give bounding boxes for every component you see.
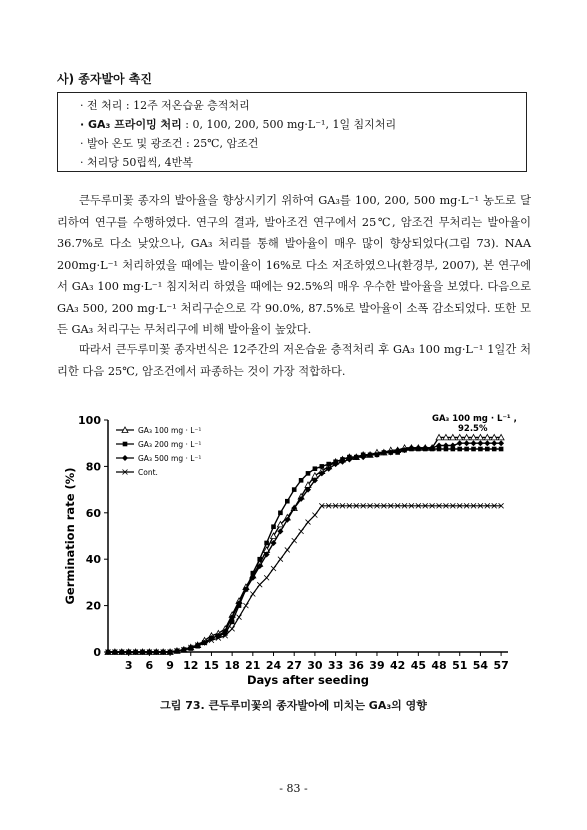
data-point — [285, 547, 290, 552]
data-point — [237, 615, 242, 620]
data-point — [264, 541, 269, 546]
x-tick-label: 57 — [493, 659, 509, 672]
data-point — [471, 440, 477, 446]
germination-chart — [60, 408, 530, 690]
x-tick-label: 51 — [452, 659, 468, 672]
x-tick-label: 48 — [431, 659, 447, 672]
y-tick-label: 100 — [78, 414, 101, 427]
x-tick-label: 6 — [145, 659, 154, 672]
x-tick-label: 18 — [224, 659, 240, 672]
condition-item: · 전 처리 : 12주 저온습윤 층적처리 — [80, 99, 250, 112]
x-tick-label: 12 — [183, 659, 199, 672]
x-tick-label: 30 — [307, 659, 323, 672]
data-point — [264, 575, 269, 580]
data-point — [292, 538, 297, 543]
data-point — [299, 478, 304, 483]
series-line — [108, 437, 501, 652]
data-point — [230, 626, 235, 631]
data-point — [278, 557, 283, 562]
x-tick-label: 45 — [410, 659, 427, 672]
body-paragraph-1: 큰두루미꽃 종자의 발아율을 향상시키기 위하여 GA₃를 100, 200, 500 mg·L⁻¹ 농도로 달리하여 연구를 수행하였다. 연구의 결과, 발아조건 연구에서 25℃, 암조건 무처리는 발아율이 36.7%로 다소 낮았으나, GA₃ 처리를 통해 발아율이 매우 많이 향상되었다(그림 73). NAA 200mg·L⁻¹ 처리하였을 때에는 발이율이 16%로 다소 저조하였으나(환경부, 2007), 본 연구에서 GA₃ 100 mg·L⁻¹ 침지처리 하였을 때에는 92.5%의 매우 우수한 발아율을 보였다. 다음으로 GA₃ 500, 200 mg·L⁻¹ 처리구순으로 각 90.0%, 87.5%로 발아율이 소폭 감소되었다. 또한 모든 GA₃ 처리구는 무처리구에 비해 발아율이 높았다. — [57, 194, 531, 336]
data-point — [250, 592, 255, 597]
data-point — [491, 440, 497, 446]
x-tick-label: 39 — [369, 659, 385, 672]
legend-label: GA₃ 100 mg · L⁻¹ — [138, 426, 202, 435]
conditions-box — [57, 92, 527, 172]
x-tick-label: 27 — [286, 659, 302, 672]
data-point — [457, 440, 463, 446]
legend-label: GA₃ 500 mg · L⁻¹ — [138, 454, 202, 463]
condition-item-priming: · GA₃ 프라이밍 처리 : 0, 100, 200, 500 mg·L⁻¹, 1일 침지처리 — [80, 118, 397, 131]
condition-item: · 발아 온도 및 광조건 : 25℃, 암조건 — [80, 137, 259, 150]
data-point — [243, 603, 248, 608]
x-tick-label: 3 — [124, 659, 133, 672]
y-tick-label: 60 — [85, 506, 101, 520]
data-point — [123, 442, 128, 447]
data-point — [257, 557, 262, 562]
x-tick-label: 54 — [472, 659, 489, 672]
data-point — [485, 447, 490, 452]
section-heading: 사) 종자발아 촉진 — [57, 72, 152, 86]
data-point — [306, 520, 311, 525]
y-axis-label: Germination rate (%) — [63, 467, 77, 605]
data-point — [257, 582, 262, 587]
data-point — [326, 462, 331, 467]
x-tick-label: 15 — [203, 659, 220, 672]
x-tick-label: 9 — [166, 659, 174, 672]
y-tick-label: 0 — [93, 646, 101, 659]
data-point — [285, 499, 290, 504]
data-point — [464, 440, 470, 446]
data-point — [306, 471, 311, 476]
body-paragraph-2: 따라서 큰두루미꽃 종자번식은 12주간의 저온습윤 층적처리 후 GA₃ 100 mg·L⁻¹ 1일간 처리한 다음 25℃, 암조건에서 파종하는 것이 가장 적합하다. — [57, 343, 531, 378]
data-point — [498, 440, 504, 446]
figure-caption: 그림 73. 큰두루미꽃의 종자발아에 미치는 GA₃의 영향 — [160, 699, 427, 712]
data-point — [271, 524, 276, 529]
data-point — [492, 447, 497, 452]
x-tick-label: 42 — [389, 659, 406, 672]
data-point — [478, 447, 483, 452]
data-point — [457, 447, 462, 452]
data-point — [292, 487, 297, 492]
data-point — [319, 464, 324, 469]
legend-label: Cont. — [138, 468, 158, 477]
data-point — [122, 455, 128, 461]
series-line — [108, 506, 501, 652]
chart-svg — [60, 408, 530, 690]
y-tick-label: 40 — [85, 553, 101, 567]
data-point — [464, 447, 469, 452]
x-axis-label: Days after seeding — [246, 673, 370, 687]
y-tick-label: 20 — [85, 599, 101, 613]
data-point — [499, 447, 504, 452]
data-point — [471, 447, 476, 452]
x-tick-label: 33 — [327, 659, 344, 672]
data-point — [313, 466, 318, 471]
legend-label: GA₃ 200 mg · L⁻¹ — [138, 440, 202, 449]
y-tick-label: 80 — [85, 460, 101, 474]
annotation-text: GA₃ 100 mg · L⁻¹ , — [432, 414, 517, 424]
data-point — [312, 513, 317, 518]
x-tick-label: 21 — [245, 659, 261, 672]
data-point — [278, 511, 283, 516]
data-point — [484, 440, 490, 446]
data-point — [299, 529, 304, 534]
data-point — [271, 533, 277, 539]
annotation-value: 92.5% — [458, 424, 488, 434]
page-number: - 83 - — [279, 782, 308, 795]
series-line — [108, 449, 501, 652]
series-line — [108, 443, 501, 652]
condition-item: · 처리당 50립씩, 4반복 — [80, 156, 193, 169]
data-point — [477, 440, 483, 446]
x-tick-label: 36 — [348, 659, 364, 672]
data-point — [271, 566, 276, 571]
x-tick-label: 24 — [265, 659, 282, 672]
